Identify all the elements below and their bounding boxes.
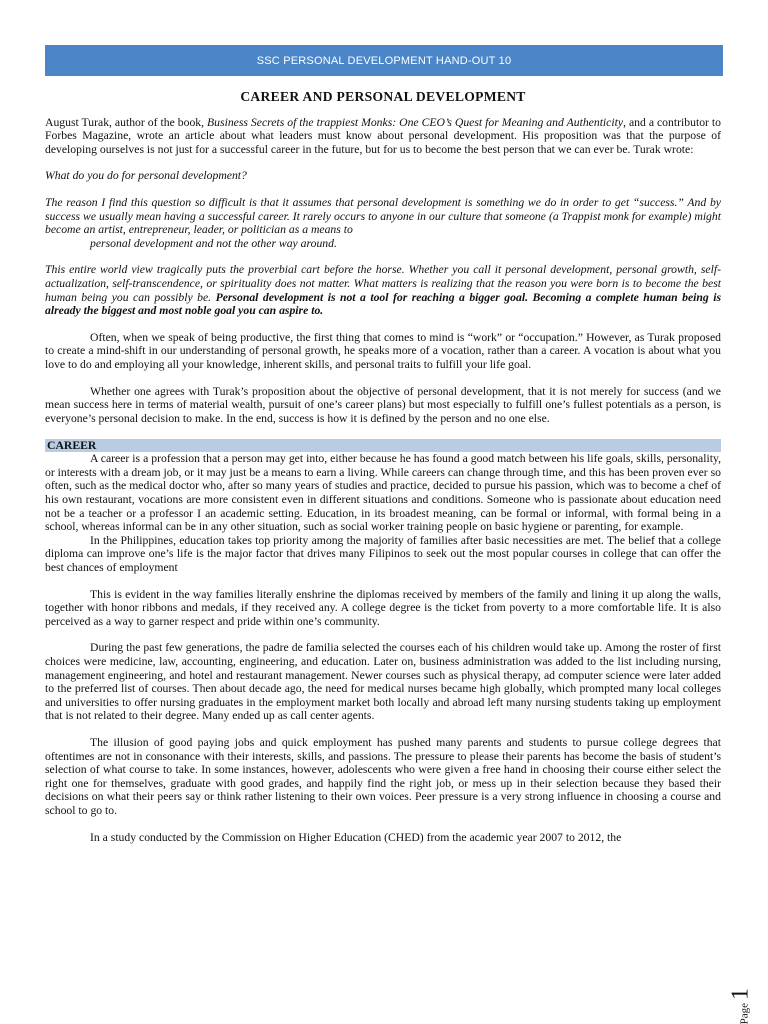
page-label: Page bbox=[738, 1003, 750, 1024]
document-body bbox=[45, 90, 721, 844]
quote-paragraph-1-continued: personal development and not the other way around. bbox=[90, 236, 337, 250]
intro-text-b: , and a contributor to Forbes Magazine, wrote an article about what leaders must know about personal development. His proposition was that the purpose of developing ourselves is not just for a successful career in the future, but for us to become the best person that we can ever be. Turak wrote: bbox=[45, 115, 721, 156]
paragraph-vocation: Often, when we speak of being productive, the first thing that comes to mind is “work” or “occupation.” However, as Turak proposed to create a mind-shift in our understanding of personal growth, he speaks more of a vocation, rather than a career. A vocation is about what you love to do and employing all your knowledge, inherent skills, and personal traits to fulfill your life goal. bbox=[45, 330, 721, 371]
paragraph-success: Whether one agrees with Turak’s proposition about the objective of personal development, that it is not merely for success (and we mean success here in terms of material wealth, pursuit of one’s career plans) but most especially to fulfill one’s fullest potentials as a person, is everyone’s personal decision to make. In the end, success is how it is defined by the person and no one else. bbox=[45, 384, 721, 425]
quote-emphasis: Personal development is not a tool for reaching a bigger goal. Becoming a complete human being is already the biggest and most noble goal you can aspire to. bbox=[45, 290, 721, 318]
banner-text: SSC PERSONAL DEVELOPMENT HAND-OUT 10 bbox=[256, 54, 512, 67]
paragraph-diplomas: This is evident in the way families literally enshrine the diplomas received by members of the family and lining it up along the walls, together with honor ribbons and medals, if they received any. A college degree is the ticket from poverty to a more comfortable life. It is also perceived as a way to garner respect and pride within one’s community. bbox=[45, 587, 721, 628]
paragraph-ched-study: In a study conducted by the Commission on Higher Education (CHED) from the academic year 2007 to 2012, the bbox=[90, 830, 622, 844]
quote-paragraph-2: This entire world view tragically puts the proverbial cart before the horse. Whether you call it personal development, personal growth, self-actualization, self-transcendence, or spirituality does not matter. What matters is realizing that the reason you were born is to become the best human being you can possibly be. Personal development is not a tool for reaching a bigger goal. Becoming a complete human being is already the biggest and most noble goal you can aspire to. bbox=[45, 263, 721, 318]
paragraph-philippines-education: In the Philippines, education takes top priority among the majority of families after basic necessities are met. The belief that a college diploma can improve one’s life is the major factor that drives many Filipinos to seek out the most popular courses in college that can offer the best chances of employment bbox=[45, 533, 721, 575]
intro-text-a: August Turak, author of the book, bbox=[45, 115, 208, 129]
section-heading-career: CAREER bbox=[45, 439, 721, 452]
handout-banner bbox=[45, 45, 723, 76]
quote-paragraph-1: The reason I find this question so difficult is that it assumes that personal development is something we do in order to get “success.” And by success we usually mean having a successful career. It rarely occurs to anyone in our culture that someone (a Trappist monk for example) might become an artist, entrepreneur, leader, or politician as a means to bbox=[45, 195, 721, 237]
page-number-footer bbox=[727, 988, 754, 1024]
quote-question: What do you do for personal development? bbox=[45, 169, 247, 183]
paragraph-padre-de-familia: During the past few generations, the padre de familia selected the courses each of his children would take up. Among the roster of first choices were medicine, law, accounting, engineering, and education. Later on, business administration was added to the list including nursing, management engineering, and hotel and restaurant management. Newer courses such as physical therapy, ad computer science were later added to the preferred list of courses. Then about decade ago, the need for medical nurses became high globally, which prompted many local colleges and universities to offer nursing graduates in the employment market both locally and abroad left many nursing students taking up employment that is not related to their degree. Many ended up as call center agents. bbox=[45, 641, 721, 723]
intro-paragraph bbox=[45, 116, 721, 157]
paragraph-illusion: The illusion of good paying jobs and quick employment has pushed many parents and students to pursue college degrees that oftentimes are not in consonance with their interests, skills, and passions. The pressure to please their parents has become the basis of student’s selection of what course to take. In some instances, however, adolescents who were given a free hand in choosing their course either select the right one for themselves, graduate with good grades, and happily find the right job, or mess up in their selection because they based their decisions on what their peers say or think rather listening to their own voices. Peer pressure is a very strong influence in choosing a course and school to go to. bbox=[45, 735, 721, 817]
page-number: 1 bbox=[727, 988, 753, 1000]
paragraph-career-definition: A career is a profession that a person may get into, either because he has found a good match between his life goals, skills, personality, or interests with a dream job, or it may just be a means to earn a living. While careers can change through time, and this has been proven ever so often, such as the medical doctor who, after so many years of studies and practice, decided to pursue his passion, which was to become a chef of his own restaurant, vocations are more consistent even in different situations and conditions. Someone who is passionate about education need not be a teacher or a professor I an academic setting. Education, in its broadest meaning, can be formal or informal, with formal being in a school, whereas informal can be in any other situation, such as social worker training people on basic hygiene or parenting, for example. bbox=[45, 452, 721, 534]
book-title: Business Secrets of the trappiest Monks: One CEO’s Quest for Meaning and Authenticity bbox=[207, 115, 624, 129]
page-title: CAREER AND PERSONAL DEVELOPMENT bbox=[240, 89, 526, 104]
